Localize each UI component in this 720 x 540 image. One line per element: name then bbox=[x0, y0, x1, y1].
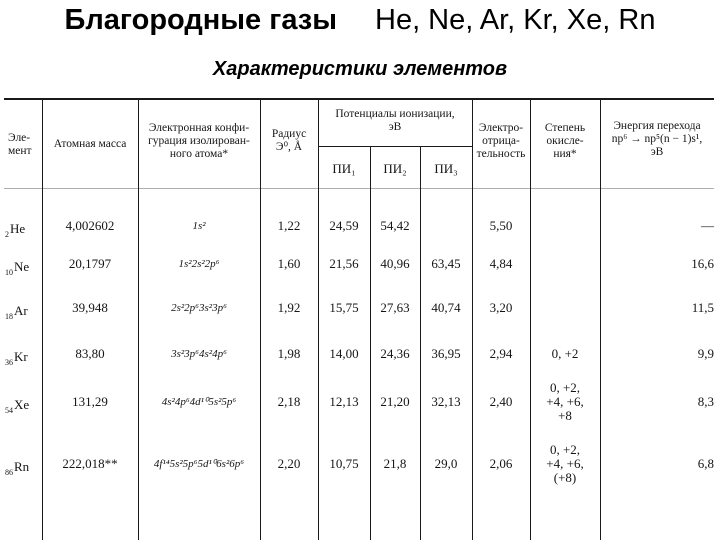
transition-energy: 16,6 bbox=[691, 256, 714, 271]
electron-config: 2s²2p⁶3s²3p⁶ bbox=[171, 302, 227, 314]
element-symbol-text: Ar bbox=[14, 303, 28, 318]
element-symbol bbox=[5, 397, 29, 415]
subtitle: Характеристики элементов bbox=[212, 58, 508, 80]
electron-config: 4f¹⁴5s²5p⁶5d¹⁰6s²6p⁶ bbox=[153, 458, 245, 470]
header-pi2-line: ПИ₂ bbox=[383, 161, 407, 176]
header-bottom-rule bbox=[4, 188, 714, 189]
ionization-pi1: 14,00 bbox=[329, 346, 359, 361]
element-symbol-text: Ne bbox=[14, 259, 30, 274]
column-divider-6 bbox=[600, 98, 601, 540]
header-pi3 bbox=[420, 162, 472, 176]
header-config-line: ного атома* bbox=[169, 148, 229, 160]
atomic-radius: 1,22 bbox=[277, 218, 301, 233]
atomic-number: 2 bbox=[5, 230, 9, 239]
element-symbol bbox=[5, 303, 28, 321]
atomic-number: 54 bbox=[5, 406, 13, 415]
header-electronegativity bbox=[472, 122, 530, 161]
element-symbol bbox=[5, 349, 28, 367]
transition-energy: 9,9 bbox=[697, 346, 714, 361]
oxidation-states-line: +4, +6, bbox=[546, 394, 584, 409]
electronegativity: 5,50 bbox=[489, 218, 513, 233]
header-oxidation-line: Степень bbox=[544, 122, 586, 134]
oxidation-states bbox=[530, 347, 600, 361]
atomic-radius: 1,60 bbox=[277, 256, 301, 271]
transition-energy: 6,8 bbox=[697, 456, 714, 471]
ionization-pi1: 12,13 bbox=[329, 394, 359, 409]
electronegativity: 3,20 bbox=[489, 300, 513, 315]
atomic-mass: 39,948 bbox=[72, 300, 108, 315]
ionization-pi3: 40,74 bbox=[431, 300, 461, 315]
atomic-mass: 83,80 bbox=[75, 346, 105, 361]
electron-config: 1s²2s²2p⁶ bbox=[178, 258, 220, 270]
header-atomic-mass-line: Атомная масса bbox=[53, 138, 127, 150]
oxidation-states bbox=[530, 381, 600, 423]
ionization-pi2: 40,96 bbox=[380, 256, 410, 271]
ionization-pi1: 10,75 bbox=[329, 456, 359, 471]
properties-table bbox=[0, 96, 720, 540]
header-ionization bbox=[318, 108, 472, 134]
transition-energy: — bbox=[701, 218, 714, 233]
electronegativity: 2,94 bbox=[489, 346, 513, 361]
ionization-pi1: 24,59 bbox=[329, 218, 359, 233]
title-symbols: He, Ne, Ar, Kr, Xe, Rn bbox=[375, 4, 656, 36]
oxidation-states-line: 0, +2, bbox=[549, 442, 581, 457]
oxidation-states bbox=[530, 443, 600, 485]
element-symbol-text: Kr bbox=[14, 349, 28, 364]
atomic-mass: 131,29 bbox=[72, 394, 108, 409]
header-element bbox=[8, 132, 42, 158]
header-radius bbox=[260, 128, 318, 154]
ionization-pi2: 24,36 bbox=[380, 346, 410, 361]
column-divider-1 bbox=[138, 98, 139, 540]
header-oxidation-line: окисле- bbox=[546, 135, 584, 147]
element-symbol bbox=[5, 221, 25, 239]
title-main: Благородные газы bbox=[64, 4, 337, 36]
header-element-line: Эле- bbox=[8, 132, 31, 144]
header-ionization-line: эВ bbox=[388, 121, 402, 133]
ionization-pi2: 21,20 bbox=[380, 394, 410, 409]
element-symbol bbox=[5, 459, 29, 477]
header-transition-energy bbox=[600, 120, 714, 159]
table-top-rule bbox=[4, 98, 714, 100]
element-symbol-text: He bbox=[10, 221, 26, 236]
oxidation-states-line: 0, +2 bbox=[551, 346, 579, 361]
atomic-number: 86 bbox=[5, 468, 13, 477]
ionization-pi2: 27,63 bbox=[380, 300, 410, 315]
ionization-pi2: 54,42 bbox=[380, 218, 410, 233]
electron-config: 3s²3p⁶4s²4p⁶ bbox=[171, 348, 227, 360]
header-config bbox=[138, 122, 260, 161]
element-symbol-text: Xe bbox=[14, 397, 30, 412]
header-element-line: мент bbox=[8, 145, 32, 157]
header-pi3-line: ПИ₃ bbox=[434, 161, 458, 176]
ionization-pi1: 21,56 bbox=[329, 256, 359, 271]
transition-energy: 8,3 bbox=[697, 394, 714, 409]
transition-energy: 11,5 bbox=[691, 300, 714, 315]
pi-divider-0 bbox=[370, 146, 371, 540]
oxidation-states-line: +8 bbox=[558, 408, 572, 423]
header-radius-line: Радиус bbox=[271, 128, 307, 140]
header-pi2 bbox=[370, 162, 420, 176]
header-radius-line: Э⁰, Å bbox=[275, 141, 303, 153]
header-config-line: гурация изолирован- bbox=[148, 135, 250, 147]
header-transition-energy-line: np⁶ → np⁵(n − 1)s¹, bbox=[611, 133, 703, 145]
header-electronegativity-line: тельность bbox=[476, 148, 526, 160]
header-oxidation-line: ния* bbox=[553, 148, 577, 160]
column-divider-2 bbox=[260, 98, 261, 540]
atomic-mass: 4,002602 bbox=[65, 218, 115, 233]
ionization-pi3: 32,13 bbox=[431, 394, 461, 409]
header-config-line: Электронная конфи- bbox=[148, 122, 250, 134]
atomic-radius: 2,20 bbox=[277, 456, 301, 471]
header-pi1-line: ПИ₁ bbox=[332, 161, 356, 176]
ionization-pi3: 29,0 bbox=[434, 456, 458, 471]
oxidation-states-line: 0, +2, bbox=[549, 380, 581, 395]
oxidation-states-line: (+8) bbox=[553, 470, 577, 485]
column-divider-0 bbox=[42, 98, 43, 540]
oxidation-states-line: +4, +6, bbox=[546, 456, 584, 471]
electron-config: 4s²4p⁶4d¹⁰5s²5p⁶ bbox=[161, 396, 237, 408]
atomic-mass: 222,018** bbox=[62, 456, 118, 471]
atomic-number: 18 bbox=[5, 312, 13, 321]
header-pi1 bbox=[318, 162, 370, 176]
atomic-number: 36 bbox=[5, 358, 13, 367]
ionization-pi3: 63,45 bbox=[431, 256, 461, 271]
header-ionization-line: Потенциалы ионизации, bbox=[335, 108, 455, 120]
atomic-number: 10 bbox=[5, 268, 13, 277]
atomic-radius: 2,18 bbox=[277, 394, 301, 409]
electronegativity: 2,40 bbox=[489, 394, 513, 409]
electronegativity: 2,06 bbox=[489, 456, 513, 471]
electronegativity: 4,84 bbox=[489, 256, 513, 271]
header-transition-energy-line: эВ bbox=[650, 146, 664, 158]
atomic-mass: 20,1797 bbox=[68, 256, 112, 271]
electron-config: 1s² bbox=[192, 220, 206, 232]
header-oxidation bbox=[530, 122, 600, 161]
ionization-subrule bbox=[318, 146, 472, 147]
element-symbol bbox=[5, 259, 29, 277]
header-electronegativity-line: Электро- bbox=[478, 122, 524, 134]
header-transition-energy-line: Энергия перехода bbox=[613, 120, 701, 132]
slide-title bbox=[0, 4, 720, 37]
ionization-pi1: 15,75 bbox=[329, 300, 359, 315]
column-divider-4 bbox=[472, 98, 473, 540]
header-atomic-mass bbox=[42, 138, 138, 151]
ionization-pi3: 36,95 bbox=[431, 346, 461, 361]
element-symbol-text: Rn bbox=[14, 459, 30, 474]
header-electronegativity-line: отрица- bbox=[482, 135, 520, 147]
atomic-radius: 1,98 bbox=[277, 346, 301, 361]
pi-divider-1 bbox=[420, 146, 421, 540]
atomic-radius: 1,92 bbox=[277, 300, 301, 315]
ionization-pi2: 21,8 bbox=[383, 456, 407, 471]
